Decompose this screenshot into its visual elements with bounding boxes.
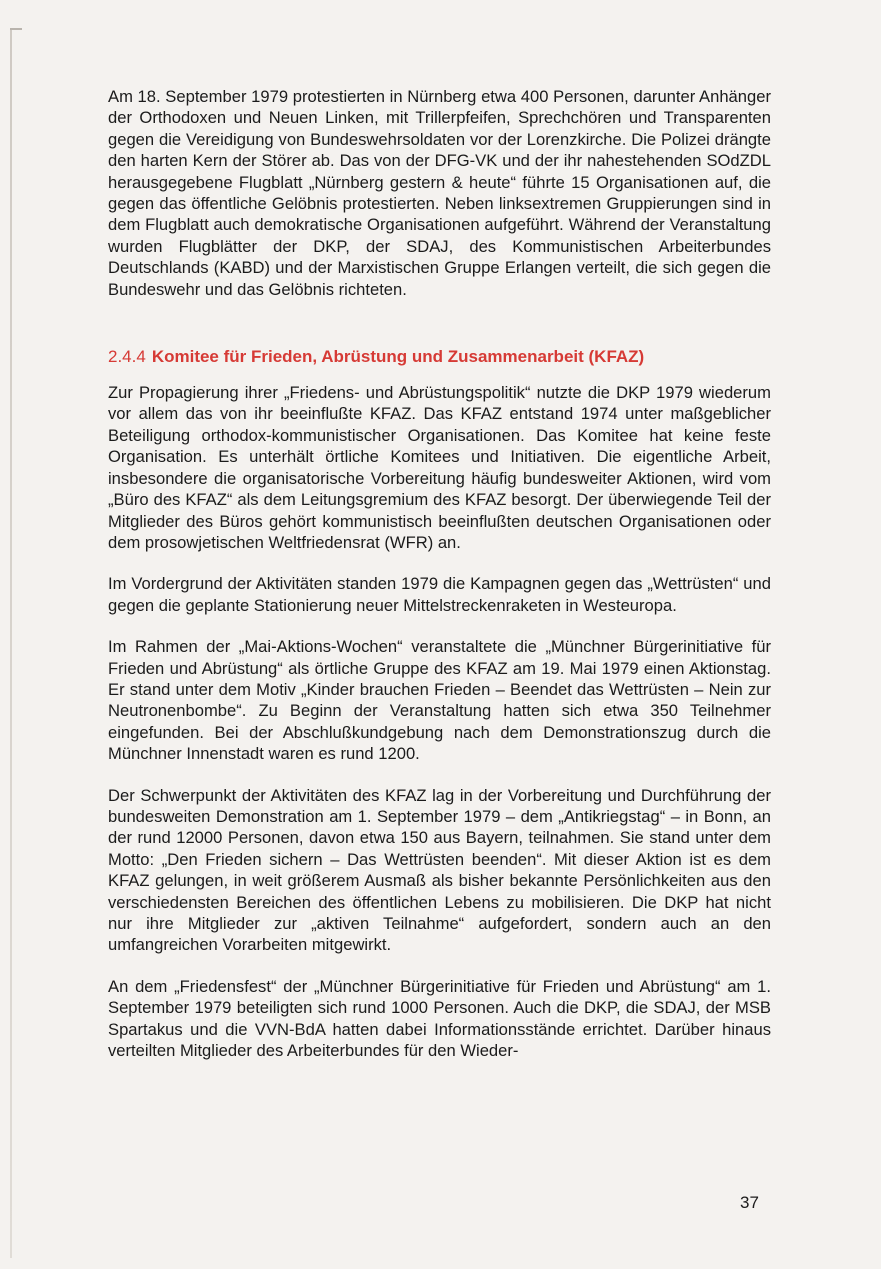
- scan-corner-mark: [10, 28, 22, 30]
- paragraph-nuernberg-protest: Am 18. September 1979 protestierten in Nürnberg etwa 400 Personen, darunter Anhänger der Orthodoxen und Neuen Linken, mit Trillerpfeifen, Sprechchören und Transparenten gegen die Vereidigung von Bundeswehrsoldaten vor der Lorenzkirche. Die Polizei drängte den harten Kern der Störer ab. Das von der DFG-VK und der ihr nahestehenden SOdZDL herausgegebene Flugblatt „Nürnberg gestern & heute“ führte 15 Organisationen auf, die gegen das öffentliche Gelöbnis protestierten. Neben linksextremen Gruppierungen sind in dem Flugblatt auch demokratische Organisationen aufgeführt. Während der Veranstaltung wurden Flugblätter der DKP, der SDAJ, des Kommunistischen Arbeiterbundes Deutschlands (KABD) und der Marxistischen Gruppe Erlangen verteilt, die sich gegen die Bundeswehr und das Gelöbnis richteten.: [108, 87, 771, 299]
- paragraph-friedensfest: An dem „Friedensfest“ der „Münchner Bürgerinitiative für Frieden und Abrüstung“ am 1. September 1979 beteiligten sich rund 1000 Personen. Auch die DKP, die SDAJ, der MSB Spartakus und die VVN-BdA hatten dabei Informationsstände errichtet. Darüber hinaus verteilten Mitglieder des Arbeiterbundes für den Wieder-: [108, 976, 771, 1061]
- paragraph-antikriegstag: Der Schwerpunkt der Aktivitäten des KFAZ lag in der Vorbereitung und Durchführung der bundesweiten Demonstration am 1. September 1979 – dem „Antikriegstag“ – in Bonn, an der rund 12000 Personen, davon etwa 150 aus Bayern, teilnahmen. Sie stand unter dem Motto: „Den Frieden sichern – Das Wettrüsten beenden“. Mit dieser Aktion ist es dem KFAZ gelungen, in weit größerem Ausmaß als bisher bekannte Persönlichkeiten aus den verschiedensten Bereichen des öffentlichen Lebens zu mobilisieren. Die DKP hat nicht nur ihre Mitglieder zur „aktiven Teilnahme“ aufgefordert, sondern auch an den umfangreichen Vorarbeiten mitgewirkt.: [108, 785, 771, 955]
- paragraph-kampagnen: Im Vordergrund der Aktivitäten standen 1979 die Kampagnen gegen das „Wettrüsten“ und gegen die geplante Stationierung neuer Mittelstreckenraketen in Westeuropa.: [108, 574, 771, 615]
- page-body: [108, 86, 771, 1081]
- paragraph-kfaz-intro: Zur Propagierung ihrer „Friedens- und Abrüstungspolitik“ nutzte die DKP 1979 wiederum vor allem das von ihr beeinflußte KFAZ. Das KFAZ entstand 1974 unter maßgeblicher Beteiligung orthodox-kommunistischer Organisationen. Das Komitee hat keine feste Organisation. Es unterhält örtliche Komitees und Initiativen. Die eigentliche Arbeit, insbesondere die organisatorische Vorbereitung häufig bundesweiter Aktionen, wird vom „Büro des KFAZ“ als dem Leitungsgremium des KFAZ besorgt. Der überwiegende Teil der Mitglieder des Büros gehört kommunistisch beeinflußten deutschen Organisationen oder dem prosowjetischen Weltfriedensrat (WFR) an.: [108, 383, 771, 552]
- section-heading: [108, 346, 771, 368]
- section-number: 2.4.4: [108, 347, 146, 367]
- scan-edge: [10, 28, 12, 1258]
- section-title: Komitee für Frieden, Abrüstung und Zusammenarbeit (KFAZ): [151, 347, 645, 367]
- page-number: 37: [740, 1193, 759, 1212]
- paragraph-aktionstag: Im Rahmen der „Mai-Aktions-Wochen“ veranstaltete die „Münchner Bürgerinitiative für Frieden und Abrüstung“ als örtliche Gruppe des KFAZ am 19. Mai 1979 einen Aktionstag. Er stand unter dem Motiv „Kinder brauchen Frieden – Beendet das Wettrüsten – Nein zur Neutronenbombe“. Zu Beginn der Veranstaltung hatten sich etwa 350 Teilnehmer eingefunden. Bei der Abschlußkundgebung nach dem Demonstrationszug durch die Münchner Innenstadt waren es rund 1200.: [108, 637, 771, 764]
